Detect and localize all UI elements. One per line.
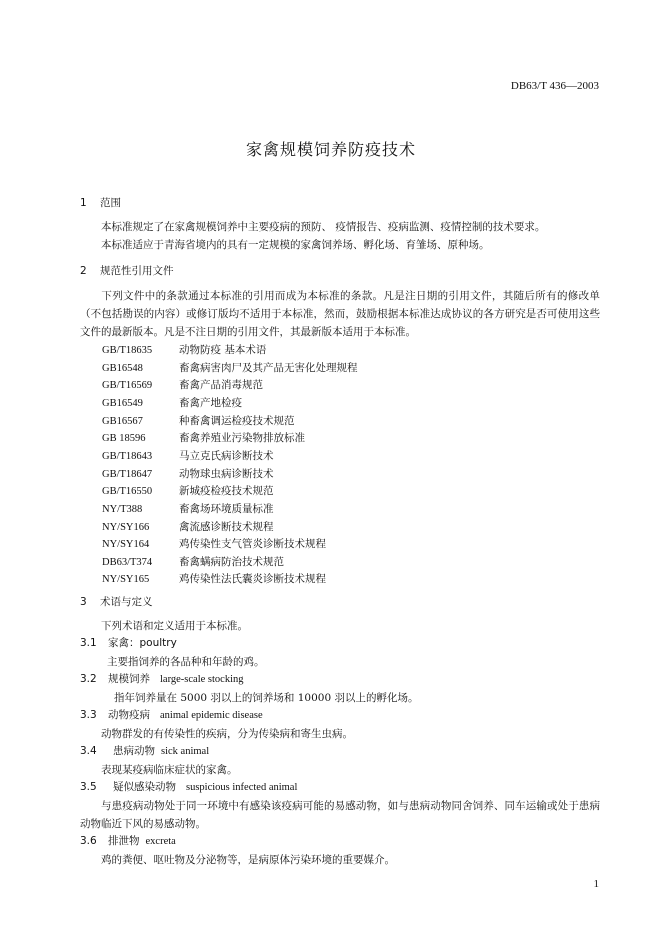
reference-title: 畜禽养殖业污染物排放标准 (179, 432, 305, 445)
term-english: suspicious infected animal (186, 782, 298, 793)
reference-item (102, 554, 284, 569)
term-3-4 (80, 743, 209, 758)
term-definition: 动物群发的有传染性的疾病，分为传染病和寄生虫病。 (101, 728, 353, 740)
section-2-intro (80, 287, 600, 341)
term-name: 排泄物 (108, 835, 140, 847)
reference-title: 鸡传染性支气管炎诊断技术规程 (179, 538, 326, 551)
term-definition: 与患疫病动物处于同一环境中有感染该疫病可能的易感动物，如与患病动物同舍饲养、同车运输或处于患病动物临近下风的易感动物。 (80, 800, 600, 830)
reference-title: 畜禽产品消毒规范 (179, 379, 263, 392)
reference-title: 畜禽产地检疫 (179, 396, 242, 409)
term-3-1 (80, 635, 177, 650)
term-definition: 主要指饲养的各品种和年龄的鸡。 (107, 656, 265, 668)
reference-item (102, 536, 326, 551)
term-number: 3.3 (80, 709, 97, 721)
reference-code: NY/SY164 (102, 539, 150, 551)
term-definition: 指年饲养量在 5000 羽以上的饲养场和 10000 羽以上的孵化场。 (114, 692, 419, 704)
term-name: 患病动物 (113, 745, 155, 757)
section-number: 1 (80, 197, 87, 209)
reference-item (102, 413, 295, 428)
reference-title: 畜禽螨病防治技术规范 (179, 555, 284, 568)
term-name: 疑似感染动物 (113, 781, 176, 793)
term-3-3 (80, 707, 263, 722)
reference-title: 动物球虫病诊断技术 (179, 467, 274, 480)
reference-title: 畜禽病害肉尸及其产品无害化处理规程 (179, 361, 358, 374)
reference-title: 禽流感诊断技术规程 (179, 520, 274, 533)
reference-title: 马立克氏病诊断技术 (179, 449, 274, 462)
intro-text: 下列文件中的条款通过本标准的引用而成为本标准的条款。凡是注日期的引用文件，其随后所有的修改单（不包括勘误的内容）或修订版均不适用于本标准，然而，鼓励根据本标准达成协议的各方研究是否可使用这些文件的最新版本。凡是不注日期的引用文件，其最新版本适用于本标准。 (80, 290, 600, 338)
section-1-paragraph: 本标准适应于青海省境内的具有一定规模的家禽饲养场、孵化场、育雏场、原种场。 (101, 239, 490, 251)
section-number: 3 (80, 596, 87, 608)
reference-code: GB/T16569 (102, 380, 153, 392)
term-3-2 (80, 671, 243, 686)
term-english: sick animal (161, 746, 210, 757)
reference-item (102, 360, 358, 375)
page-title: 家禽规模饲养防疫技术 (245, 140, 416, 159)
reference-item (102, 377, 263, 392)
term-number: 3.2 (80, 673, 97, 685)
term-english: animal epidemic disease (160, 710, 263, 721)
reference-item (102, 483, 274, 498)
reference-code: GB16549 (102, 397, 143, 409)
reference-code: GB/T18647 (102, 468, 153, 480)
reference-code: NY/T388 (102, 503, 143, 515)
reference-item (102, 466, 274, 481)
section-number: 2 (80, 265, 87, 277)
term-3-6 (80, 833, 176, 848)
term-definition: 表现某疫病临床症状的家禽。 (101, 764, 238, 776)
section-title: 术语与定义 (100, 596, 153, 608)
section-3-intro: 下列术语和定义适用于本标准。 (101, 620, 248, 632)
term-definition: 鸡的粪便、呕吐物及分泌物等，是病原体污染环境的重要媒介。 (101, 854, 395, 866)
reference-item (102, 571, 326, 586)
reference-code: NY/SY166 (102, 521, 150, 533)
term-number: 3.6 (80, 835, 97, 847)
term-name: 家禽：poultry (108, 637, 177, 649)
reference-item (102, 501, 274, 516)
reference-title: 畜禽场环境质量标准 (179, 502, 274, 515)
reference-code: GB16548 (102, 362, 143, 374)
term-number: 3.1 (80, 637, 97, 649)
section-2-heading (80, 263, 174, 278)
term-3-5 (80, 779, 297, 794)
reference-item (102, 395, 242, 410)
term-english: excreta (145, 836, 176, 847)
term-name: 动物疫病 (108, 709, 150, 721)
reference-item (102, 519, 274, 534)
term-number: 3.5 (80, 781, 97, 793)
term-name: 规模饲养 (108, 673, 150, 685)
reference-title: 鸡传染性法氏囊炎诊断技术规程 (179, 573, 326, 586)
reference-code: NY/SY165 (102, 574, 150, 586)
section-3-heading (80, 594, 153, 609)
reference-item (102, 342, 266, 357)
reference-code: DB63/T374 (102, 556, 153, 568)
section-1-paragraph: 本标准规定了在家禽规模饲养中主要疫病的预防、 疫情报告、疫病监测、疫情控制的技术要求。 (101, 221, 546, 233)
reference-code: GB 18596 (102, 433, 146, 445)
reference-code: GB/T18643 (102, 450, 153, 462)
page-number: 1 (593, 878, 599, 890)
reference-item (102, 448, 274, 463)
term-english: large-scale stocking (160, 674, 244, 685)
term-number: 3.4 (80, 745, 97, 757)
section-title: 规范性引用文件 (100, 265, 174, 277)
reference-title: 新城疫检疫技术规范 (179, 485, 274, 498)
reference-code: GB/T16550 (102, 486, 153, 498)
reference-code: GB16567 (102, 415, 143, 427)
reference-item (102, 430, 305, 445)
reference-title: 动物防疫 基本术语 (179, 344, 267, 356)
reference-title: 种畜禽调运检疫技术规范 (179, 414, 295, 427)
section-1-heading (80, 195, 121, 210)
document-number: DB63/T 436—2003 (510, 80, 599, 92)
reference-code: GB/T18635 (102, 345, 153, 356)
section-title: 范围 (100, 197, 121, 209)
